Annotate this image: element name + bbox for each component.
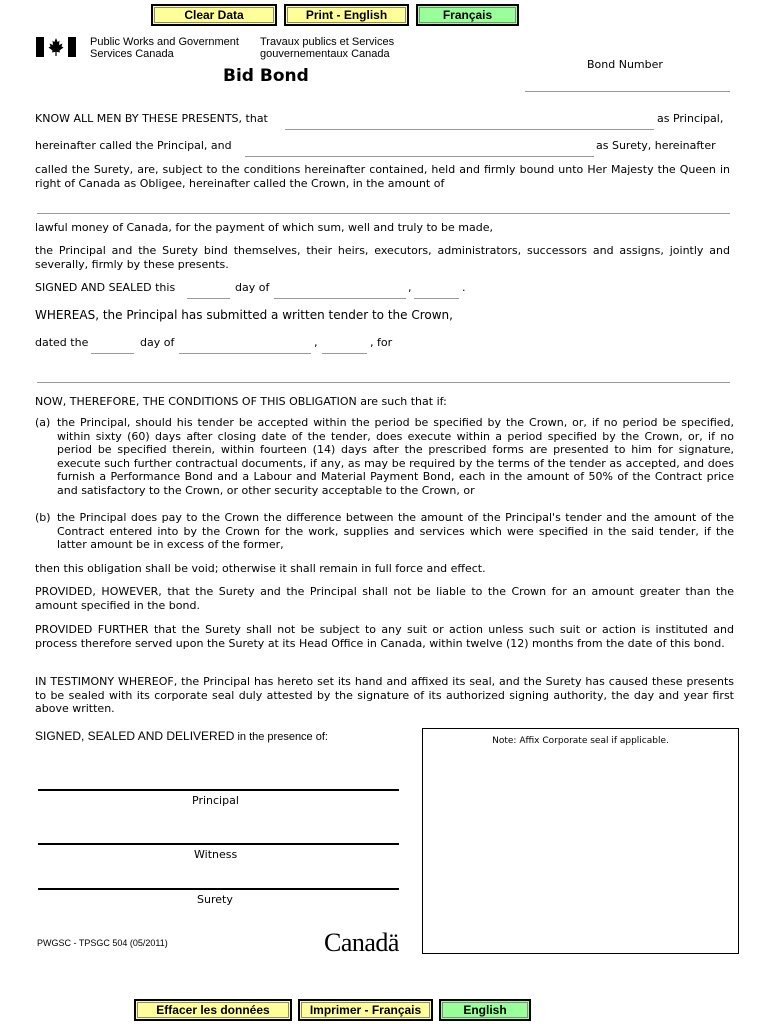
english-label: English [463, 1003, 507, 1017]
whereas-text: WHEREAS, the Principal has submitted a written tender to the Crown, [35, 308, 453, 322]
signed-day-field[interactable] [187, 298, 230, 299]
witness-signature-line[interactable] [38, 843, 399, 845]
dated-month-field[interactable] [179, 353, 311, 354]
comma-text: , [408, 281, 412, 294]
provided-further-paragraph: PROVIDED FURTHER that the Surety shall not be subject to any suit or action unless such suit or action is instituted and process therefore served upon the Surety at its Head Office in Canada, within twelve (12) months from the date of this bond. [35, 623, 734, 650]
surety-signature-line[interactable] [38, 888, 399, 890]
corporate-seal-box [422, 728, 739, 954]
signed-month-field[interactable] [274, 298, 406, 299]
francais-label: Français [442, 8, 493, 22]
signed-delivered-text [35, 730, 328, 744]
effacer-donnees-button[interactable] [134, 999, 292, 1021]
francais-button[interactable] [416, 4, 519, 26]
day-of-text-2: day of [140, 336, 175, 349]
bond-number-label: Bond Number [587, 58, 663, 71]
lawful-money-text: lawful money of Canada, for the payment of which sum, well and truly to be made, [35, 221, 493, 234]
for-text: , for [370, 336, 393, 349]
period-text: . [462, 281, 466, 294]
clear-data-label: Clear Data [184, 8, 244, 22]
comma-text-2: , [314, 336, 318, 349]
surety-name-field[interactable] [245, 156, 594, 157]
canada-flag-icon [36, 37, 76, 57]
dated-the-text: dated the [35, 336, 89, 349]
amount-field[interactable] [37, 213, 730, 214]
testimony-paragraph: IN TESTIMONY WHEREOF, the Principal has hereto set its hand and affixed its seal, and the Surety has caused these presents to be sealed with its corporate seal duly attested by the signature of its authorized signing authority, the day and year first above written. [35, 675, 734, 715]
signed-year-field[interactable] [414, 298, 459, 299]
provided-however-paragraph: PROVIDED, HOWEVER, that the Surety and the Principal shall not be liable to the Crown for an amount greater than the amount specified in the bond. [35, 585, 734, 612]
effacer-label: Effacer les données [156, 1003, 270, 1017]
principal-name-field[interactable] [285, 129, 654, 130]
canada-wordmark [324, 928, 399, 958]
english-button[interactable] [439, 999, 531, 1021]
page-title: Bid Bond [223, 66, 309, 86]
imprimer-francais-button[interactable] [298, 999, 433, 1021]
principal-signature-line[interactable] [38, 789, 399, 791]
dept-name-fr-1: Travaux publics et Services [260, 36, 395, 48]
tender-for-field[interactable] [37, 382, 730, 383]
dept-name-en-2: Services Canada [90, 48, 174, 60]
bond-number-field[interactable] [525, 91, 730, 92]
now-therefore-text: NOW, THEREFORE, THE CONDITIONS OF THIS OBLIGATION are such that if: [35, 395, 447, 408]
principal-label: Principal [192, 794, 239, 807]
in-presence-of-text: in the presence of: [234, 731, 328, 743]
dept-name-fr-2: gouvernementaux Canada [260, 48, 390, 60]
form-number: PWGSC - TPSGC 504 (05/2011) [37, 938, 168, 948]
day-of-text: day of [235, 281, 270, 294]
surety-label: Surety [197, 893, 233, 906]
bind-paragraph: the Principal and the Surety bind themselves, their heirs, executors, administrators, successors and assigns, jointly and severally, firmly by these presents. [35, 244, 730, 271]
imprimer-label: Imprimer - Français [309, 1003, 422, 1017]
dept-name-en-1: Public Works and Government [90, 36, 239, 48]
print-english-label: Print - English [305, 8, 388, 22]
as-principal-text: as Principal, [657, 112, 724, 125]
clear-data-button[interactable] [151, 4, 277, 26]
witness-label: Witness [194, 848, 238, 861]
canada-wordmark-text: Canadä [324, 928, 399, 957]
condition-a-label: (a) [35, 416, 51, 429]
condition-a-text: the Principal, should his tender be accepted within the period be specified by the Crown, or, if no period be specified, within sixty (60) days after closing date of the tender, does execute within a period specified by the Crown, or, if no period be specified therein, within fourteen (14) days after the prescribed forms are presented to him for signature, execute such further contractual documents, if any, as may be required by the terms of the tender as accepted, and does furnish a Performance Bond and a Labour and Material Payment Bond, each in the amount of 50% of the Contract price and satisfactory to the Crown, or other security acceptable to the Crown, or [57, 416, 734, 497]
condition-b-label: (b) [35, 511, 51, 524]
surety-bound-paragraph: called the Surety, are, subject to the conditions hereinafter contained, held and firmly bound unto Her Majesty the Queen in right of Canada as Obligee, hereinafter called the Crown, in the amount of [35, 163, 730, 190]
know-all-men-text: KNOW ALL MEN BY THESE PRESENTS, that [35, 112, 268, 125]
signed-sealed-text: SIGNED AND SEALED this [35, 281, 176, 294]
print-english-button[interactable] [284, 4, 409, 26]
as-surety-text: as Surety, hereinafter [596, 139, 716, 152]
hereinafter-principal-text: hereinafter called the Principal, and [35, 139, 232, 152]
void-text: then this obligation shall be void; otherwise it shall remain in full force and effect. [35, 562, 486, 575]
dated-day-field[interactable] [91, 353, 134, 354]
dated-year-field[interactable] [322, 353, 367, 354]
condition-b-text: the Principal does pay to the Crown the difference between the amount of the Principal's tender and the amount of the Contract entered into by the Crown for the work, supplies and services which were specified in the said tender, if the latter amount be in excess of the former, [57, 511, 734, 551]
signed-delivered-caps: SIGNED, SEALED AND DELIVERED [35, 729, 235, 743]
seal-note: Note: Affix Corporate seal if applicable. [492, 736, 669, 746]
